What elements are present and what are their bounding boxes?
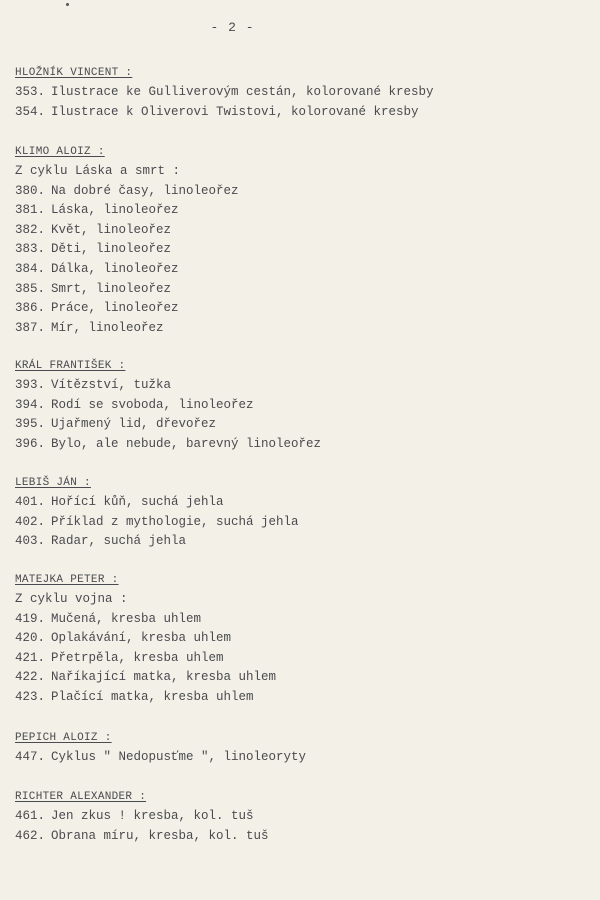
page-number: - 2 - (210, 20, 255, 35)
catalog-entry (15, 435, 585, 455)
entry-text: Naříkající matka, kresba uhlem (51, 670, 277, 685)
artist-section (15, 355, 585, 454)
artist-section (15, 141, 585, 338)
catalog-entry (15, 629, 585, 649)
catalog-entry (15, 201, 585, 221)
entry-number: 423. (15, 689, 46, 704)
entry-number: 422. (15, 670, 46, 685)
entry-number: 385. (15, 281, 46, 296)
cycle-intro: Z cyklu vojna : (15, 592, 128, 606)
entry-text: Jen zkus ! kresba, kol. tuš (51, 809, 254, 823)
artist-heading: KLIMO ALOIZ : (15, 146, 105, 158)
entry-number: 401. (15, 495, 46, 509)
catalog-entry (15, 610, 585, 630)
catalog-entry (15, 513, 585, 533)
entry-number: 393. (15, 378, 46, 392)
catalog-entry (15, 260, 585, 280)
entry-text: Květ, linoleořez (51, 222, 172, 237)
entry-number: 461. (15, 809, 46, 823)
catalog-entry (15, 103, 585, 123)
entry-text: Láska, linoleořez (51, 203, 179, 218)
entry-number: 383. (15, 242, 46, 257)
entry-text: Děti, linoleořez (51, 242, 172, 257)
entry-text: Dálka, linoleořez (51, 261, 179, 276)
catalog-entry (15, 688, 585, 708)
artist-heading: MATEJKA PETER : (15, 574, 119, 586)
catalog-entry (15, 299, 585, 319)
entry-text: Ilustrace k Oliverovi Twistovi, kolorované kresby (51, 104, 419, 119)
catalog-entry (15, 493, 585, 513)
entry-number: 396. (15, 436, 46, 451)
entry-number: 402. (15, 514, 46, 529)
entry-number: 382. (15, 222, 46, 237)
entry-number: 421. (15, 650, 46, 665)
catalog-entry (15, 532, 585, 552)
artist-heading: LEBIŠ JÁN : (15, 477, 91, 489)
entry-text: Na dobré časy, linoleořez (51, 183, 239, 198)
catalog-entry (15, 376, 585, 396)
catalog-entry (15, 827, 585, 847)
catalog-entry (15, 280, 585, 300)
entry-text: Obrana míru, kresba, kol. tuš (51, 828, 269, 843)
entry-number: 403. (15, 534, 46, 549)
entry-number: 420. (15, 631, 46, 646)
entry-text: Smrt, linoleořez (51, 281, 172, 296)
entry-number: 419. (15, 611, 46, 626)
paper-speck (66, 3, 69, 6)
artist-heading: KRÁL FRANTIŠEK : (15, 360, 126, 372)
cycle-intro: Z cyklu Láska a smrt : (15, 164, 181, 178)
catalog-entry (15, 396, 585, 416)
entry-number: 384. (15, 261, 46, 276)
artist-section (15, 472, 585, 552)
artist-heading: PEPICH ALOIZ : (15, 732, 112, 744)
entry-text: Ujařmený lid, dřevořez (51, 417, 217, 432)
catalog-entry (15, 240, 585, 260)
entry-text: Cyklus " Nedopusťme ", linoleoryty (51, 750, 307, 764)
catalog-entry (15, 221, 585, 241)
entry-text: Ilustrace ke Gulliverovým cestán, kolorované kresby (51, 85, 434, 99)
entry-text: Radar, suchá jehla (51, 534, 187, 549)
entry-number: 386. (15, 301, 46, 316)
catalog-entry (15, 182, 585, 202)
artist-section (15, 727, 585, 768)
entry-number: 381. (15, 203, 46, 218)
entry-text: Příklad z mythologie, suchá jehla (51, 514, 299, 529)
entry-number: 462. (15, 828, 46, 843)
entry-text: Přetrpěla, kresba uhlem (51, 650, 224, 665)
entry-number: 394. (15, 397, 46, 412)
entry-text: Mučená, kresba uhlem (51, 611, 202, 626)
artist-heading: HLOŽNÍK VINCENT : (15, 67, 133, 79)
entry-text: Mír, linoleořez (51, 320, 164, 335)
entry-number: 354. (15, 104, 46, 119)
entry-text: Hořící kůň, suchá jehla (51, 495, 224, 509)
catalog-entry (15, 319, 585, 339)
entry-text: Rodí se svoboda, linoleořez (51, 397, 254, 412)
catalog-entry (15, 649, 585, 669)
artist-section (15, 786, 585, 846)
entry-number: 380. (15, 183, 46, 198)
entry-number: 447. (15, 750, 46, 764)
catalog-entry (15, 668, 585, 688)
entry-number: 353. (15, 85, 46, 99)
artist-section (15, 569, 585, 708)
catalog-entry (15, 807, 585, 827)
artist-heading: RICHTER ALEXANDER : (15, 791, 147, 803)
catalog-entry (15, 83, 585, 103)
entry-number: 395. (15, 417, 46, 432)
entry-text: Bylo, ale nebude, barevný linoleořez (51, 436, 322, 451)
catalog-entry (15, 748, 585, 768)
entry-number: 387. (15, 320, 46, 335)
entry-text: Vítězství, tužka (51, 378, 172, 392)
entry-text: Plačící matka, kresba uhlem (51, 689, 254, 704)
entry-text: Oplakávání, kresba uhlem (51, 631, 232, 646)
entry-text: Práce, linoleořez (51, 301, 179, 316)
catalog-entry (15, 415, 585, 435)
artist-section (15, 62, 585, 122)
